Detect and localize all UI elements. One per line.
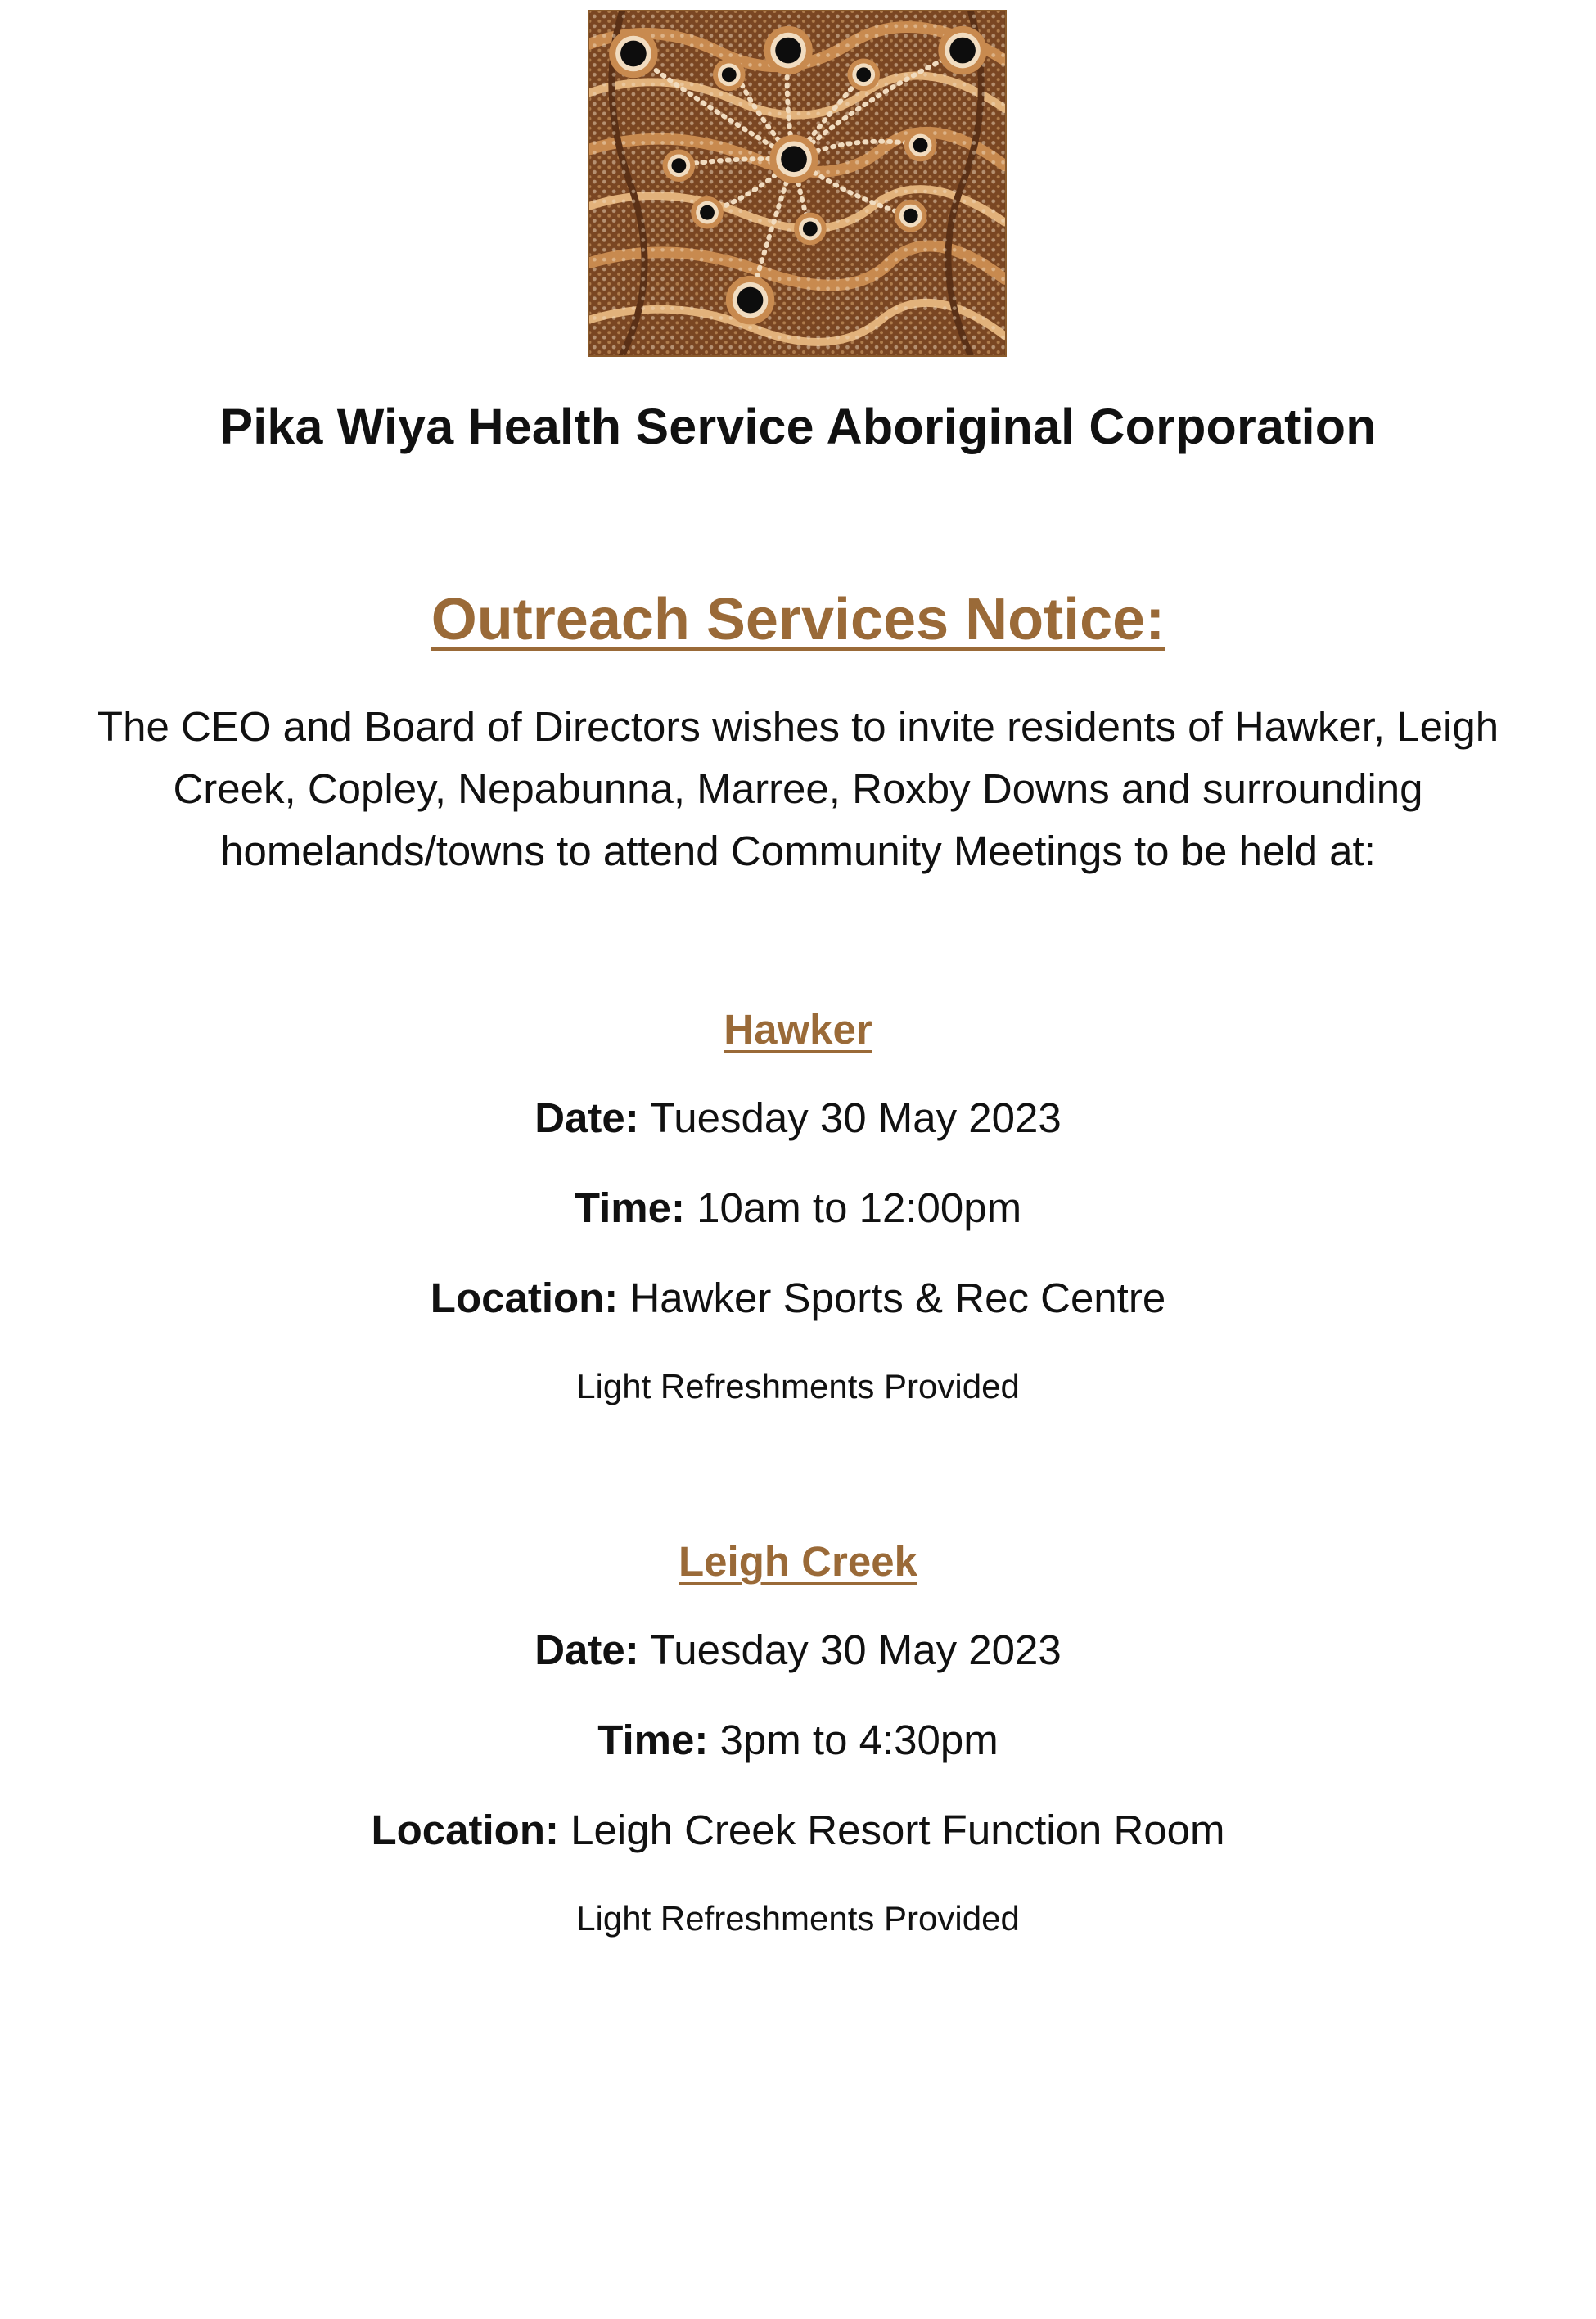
time-value: 3pm to 4:30pm xyxy=(719,1717,999,1763)
refreshments-note-leigh-creek: Light Refreshments Provided xyxy=(576,1899,1020,1938)
date-label: Date: xyxy=(534,1626,639,1673)
aboriginal-dot-art-logo-icon xyxy=(588,10,1007,357)
location-label: Location: xyxy=(371,1807,559,1853)
meeting-town-hawker: Hawker xyxy=(724,1006,872,1053)
location-value: Leigh Creek Resort Function Room xyxy=(570,1807,1225,1853)
meeting-time-hawker xyxy=(0,1184,1596,1232)
meeting-location-hawker xyxy=(0,1274,1596,1322)
time-label: Time: xyxy=(597,1717,709,1763)
date-label: Date: xyxy=(534,1094,639,1141)
notice-title: Outreach Services Notice: xyxy=(431,587,1165,652)
time-value: 10am to 12:00pm xyxy=(697,1184,1022,1231)
meeting-time-leigh-creek xyxy=(0,1716,1596,1764)
meeting-date-hawker xyxy=(0,1094,1596,1142)
refreshments-note-hawker: Light Refreshments Provided xyxy=(576,1367,1020,1405)
date-value: Tuesday 30 May 2023 xyxy=(650,1094,1062,1141)
location-label: Location: xyxy=(430,1275,619,1321)
dot-art-svg xyxy=(589,11,1005,355)
notice-intro: The CEO and Board of Directors wishes to invite residents of Hawker, Leigh Creek, Copley, Nepabunna, Marree, Roxby Downs and surrounding homelands/towns to attend Community Meetings to be held at: xyxy=(97,703,1499,874)
time-label: Time: xyxy=(574,1184,685,1231)
meeting-location-leigh-creek xyxy=(0,1806,1596,1854)
meeting-town-leigh-creek: Leigh Creek xyxy=(679,1538,917,1585)
date-value: Tuesday 30 May 2023 xyxy=(650,1626,1062,1673)
location-value: Hawker Sports & Rec Centre xyxy=(629,1275,1166,1321)
organization-name: Pika Wiya Health Service Aboriginal Corporation xyxy=(219,399,1377,454)
meeting-date-leigh-creek xyxy=(0,1626,1596,1674)
